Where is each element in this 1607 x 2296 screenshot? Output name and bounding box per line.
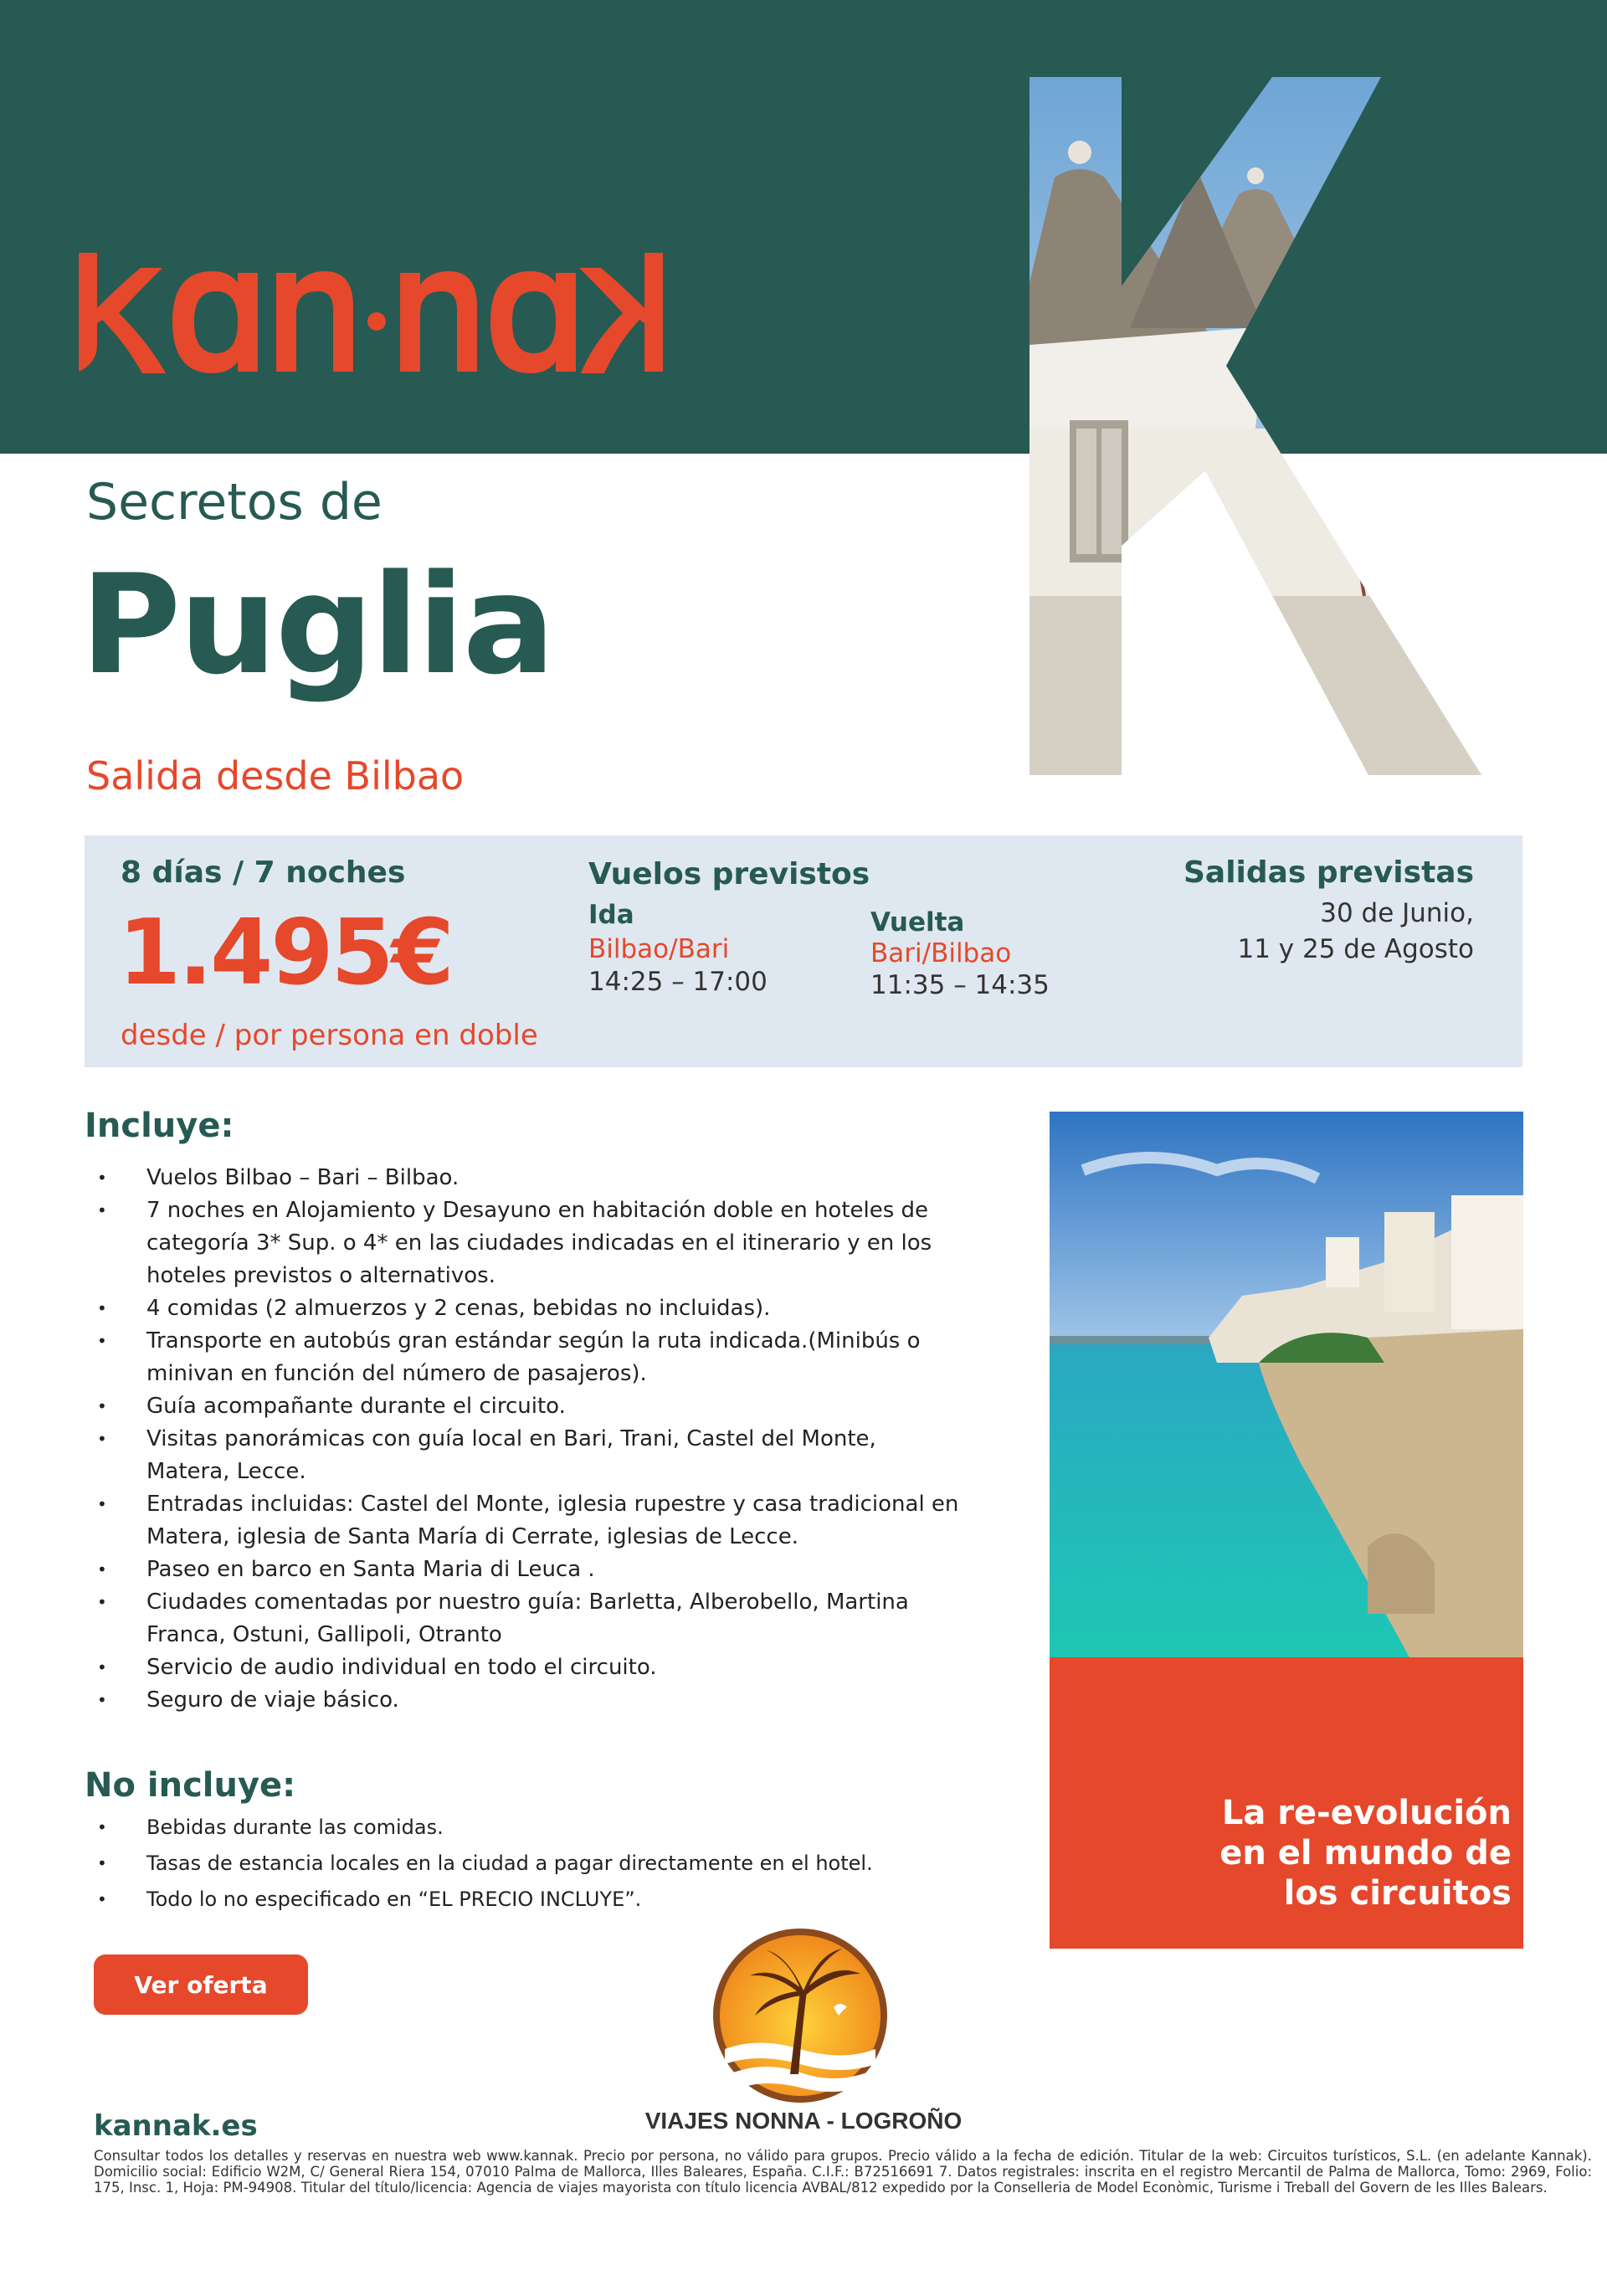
list-item: • Seguro de viaje básico. [94, 1684, 964, 1717]
list-item: • 7 noches en Alojamiento y Desayuno en habitación doble en hoteles de categoría 3* Sup. o 4* en las ciudades indicadas en el itinerario y en los hoteles previstos o alternativos. [94, 1194, 964, 1292]
list-item: • Guía acompañante durante el circuito. [94, 1390, 964, 1423]
kannak-logo [72, 226, 675, 410]
trip-price: 1.495€ [118, 901, 452, 1005]
tagline-line: los circuitos [1283, 1874, 1512, 1913]
tagline-line: en el mundo de [1219, 1834, 1512, 1872]
agency-name: VIAJES NONNA - LOGROÑO [644, 2108, 963, 2134]
list-item: • Servicio de audio individual en todo el circuito. [94, 1651, 964, 1684]
list-item: • Tasas de estancia locales en la ciudad a pagar directamente en el hotel. [94, 1846, 964, 1882]
view-offer-button[interactable]: Ver oferta [94, 1954, 308, 2015]
return-time: 11:35 – 14:35 [870, 970, 1050, 1000]
outbound-route: Bilbao/Bari [588, 934, 730, 964]
list-item: • Visitas panorámicas con guía local en Bari, Trani, Castel del Monte, Matera, Lecce. [94, 1423, 964, 1488]
outbound-time: 14:25 – 17:00 [588, 967, 768, 997]
return-label: Vuelta [870, 907, 965, 937]
departure-date: 11 y 25 de Agosto [1237, 934, 1474, 964]
list-item: • Vuelos Bilbao – Bari – Bilbao. [94, 1162, 964, 1194]
list-item: • Todo lo no especificado en “EL PRECIO INCLUYE”. [94, 1882, 964, 1918]
tagline-line: La re-evolución [1221, 1794, 1512, 1832]
legal-text: Consultar todos los detalles y reservas en nuestra web www.kannak. Precio por persona, no válido para grupos. Precio válido a la fecha de edición. Titular de la web: Circuitos turísticos, S.L. (en adelante Kannak). Domicilio social: Edificio W2M, C/ General Riera 154, 07010 Palma de Mallorca, Illes Baleares, España. C.I.F.: B72516691 7. Datos registrales: inscrita en el registro Mercantil de Palma de Mallorca, Tomo: 2969, Folio: 175, Insc. 1, Hoja: PM-94908. Titular del título/licencia: Agencia de viajes mayorista con título licencia AVBAL/812 expedido por la Conselleria de Model Econòmic, Turisme i Treball del Govern de les Illes Balears. [94, 2148, 1592, 2196]
includes-list [94, 1162, 964, 1717]
list-item: • 4 comidas (2 almuerzos y 2 cenas, bebidas no incluidas). [94, 1292, 964, 1325]
excludes-heading: No incluye: [85, 1766, 296, 1805]
coast-photo [1050, 1112, 1523, 1657]
departure-dates-heading: Salidas previstas [1183, 855, 1474, 890]
outbound-label: Ida [588, 900, 634, 930]
hero-title: Puglia [80, 545, 554, 705]
includes-heading: Incluye: [85, 1107, 234, 1145]
hero-subtitle: Secretos de [86, 473, 382, 532]
price-note: desde / por persona en doble [121, 1019, 538, 1052]
departure-city: Salida desde Bilbao [86, 753, 465, 799]
list-item: • Transporte en autobús gran estándar según la ruta indicada.(Minibús o minivan en función del número de pasajeros). [94, 1325, 964, 1390]
palm-tree-sunset-icon [708, 1924, 892, 2108]
website-link[interactable]: kannak.es [94, 2109, 258, 2143]
departure-date: 30 de Junio, [1320, 898, 1474, 928]
flights-heading: Vuelos previstos [588, 857, 870, 891]
trullo-photo-k-shape [1029, 77, 1498, 775]
list-item: • Bebidas durante las comidas. [94, 1810, 964, 1846]
return-route: Bari/Bilbao [870, 938, 1012, 968]
excludes-list [94, 1810, 964, 1918]
list-item: • Entradas incluidas: Castel del Monte, iglesia rupestre y casa tradicional en Matera, iglesia de Santa María di Cerrate, iglesias de Lecce. [94, 1488, 964, 1554]
list-item: • Paseo en barco en Santa Maria di Leuca . [94, 1554, 964, 1586]
list-item: • Ciudades comentadas por nuestro guía: Barletta, Alberobello, Martina Franca, Ostuni, Gallipoli, Otranto [94, 1586, 964, 1651]
trip-duration: 8 días / 7 noches [121, 855, 406, 890]
tagline [1050, 1793, 1512, 1913]
